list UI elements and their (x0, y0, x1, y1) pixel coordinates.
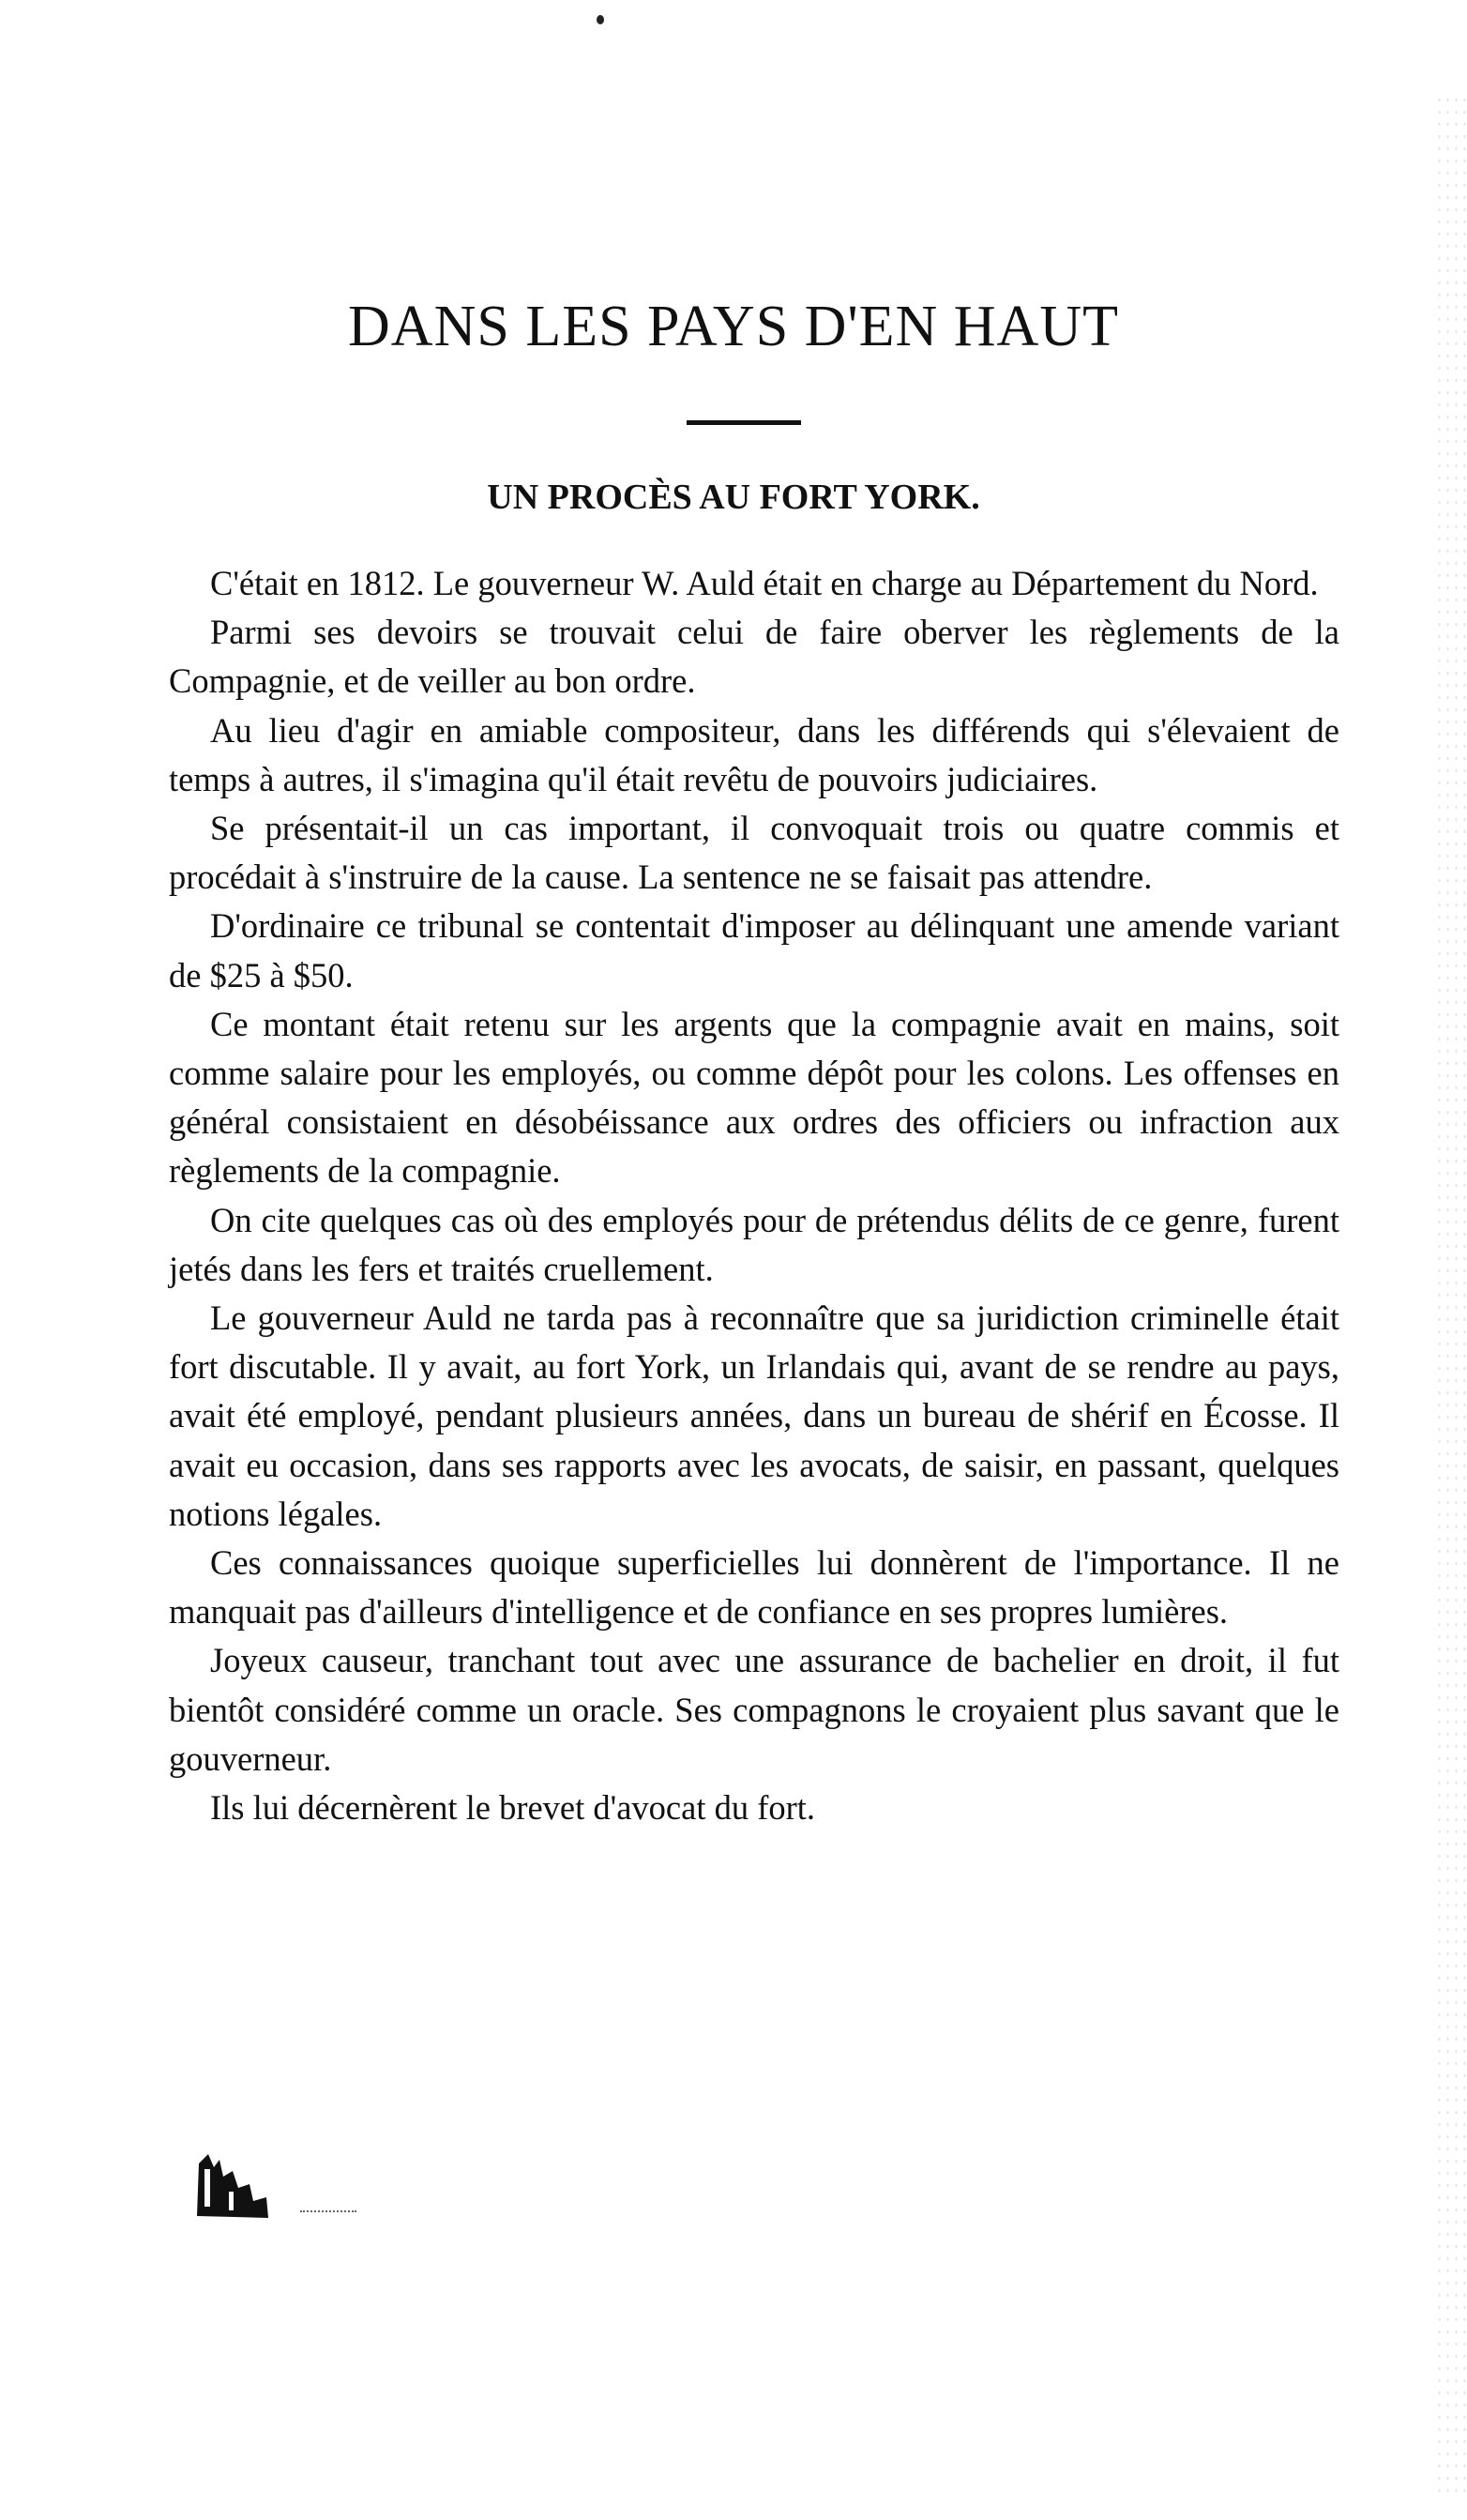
ornament-dots (300, 2210, 356, 2214)
scan-speck (597, 15, 604, 24)
paragraph-9: Ces connaissances quoique superficielles lui donnèrent de l'importance. Il ne manquait pas d'ailleurs d'intelligence et de confiance en ses propres lumières. (169, 1543, 1339, 1632)
paragraph-2: Parmi ses devoirs se trouvait celui de faire oberver les règlements de la Compagnie, et de veiller au bon ordre. (169, 613, 1339, 701)
paragraph-10: Joyeux causeur, tranchant tout avec une assurance de bachelier en droit, il fut bientôt considéré comme un oracle. Ses compagnons le croyaient plus savant que le gouverneur. (169, 1641, 1339, 1778)
paragraph-3: Au lieu d'agir en amiable compositeur, dans les différends qui s'élevaient de temps à autres, il s'imagina qu'il était revêtu de pouvoirs judiciaires. (169, 710, 1339, 798)
paragraph-8: Le gouverneur Auld ne tarda pas à reconnaître que sa juridiction criminelle était fort discutable. Il y avait, au fort York, un Irlandais qui, avant de se rendre au pays, avait été employé, pendant plusieurs années, dans un bureau de shérif en Écosse. Il avait eu occasion, dans ses rapports avec les avocats, de saisir, en passant, quelques notions légales. (169, 1298, 1339, 1533)
paragraph-11: Ils lui décernèrent le brevet d'avocat du fort. (210, 1788, 816, 1828)
ink-ornament (191, 2150, 272, 2222)
paragraph-1: C'était en 1812. Le gouverneur W. Auld était en charge au Département du Nord. (210, 564, 1319, 602)
paragraph-4: Se présentait-il un cas important, il convoquait trois ou quatre commis et procédait à s'instruire de la cause. La sentence ne se faisait pas attendre. (169, 809, 1339, 897)
scan-edge-noise (1435, 94, 1467, 2496)
page-title: DANS LES PAYS D'EN HAUT (348, 295, 1119, 358)
title-rule (687, 420, 801, 425)
paragraph-5: D'ordinaire ce tribunal se contentait d'imposer au délinquant une amende variant de $25 à $50. (169, 906, 1339, 994)
chapter-subtitle: UN PROCÈS AU FORT YORK. (487, 478, 980, 517)
paragraph-7: On cite quelques cas où des employés pour de prétendus délits de ce genre, furent jetés dans les fers et traités cruellement. (169, 1200, 1339, 1288)
body-text (169, 559, 1339, 1832)
paragraph-6: Ce montant était retenu sur les argents que la compagnie avait en mains, soit comme salaire pour les employés, ou comme dépôt pour les colons. Les offenses en général consistaient en désobéissance aux ordres des officiers ou infraction aux règlements de la compagnie. (169, 1004, 1339, 1191)
